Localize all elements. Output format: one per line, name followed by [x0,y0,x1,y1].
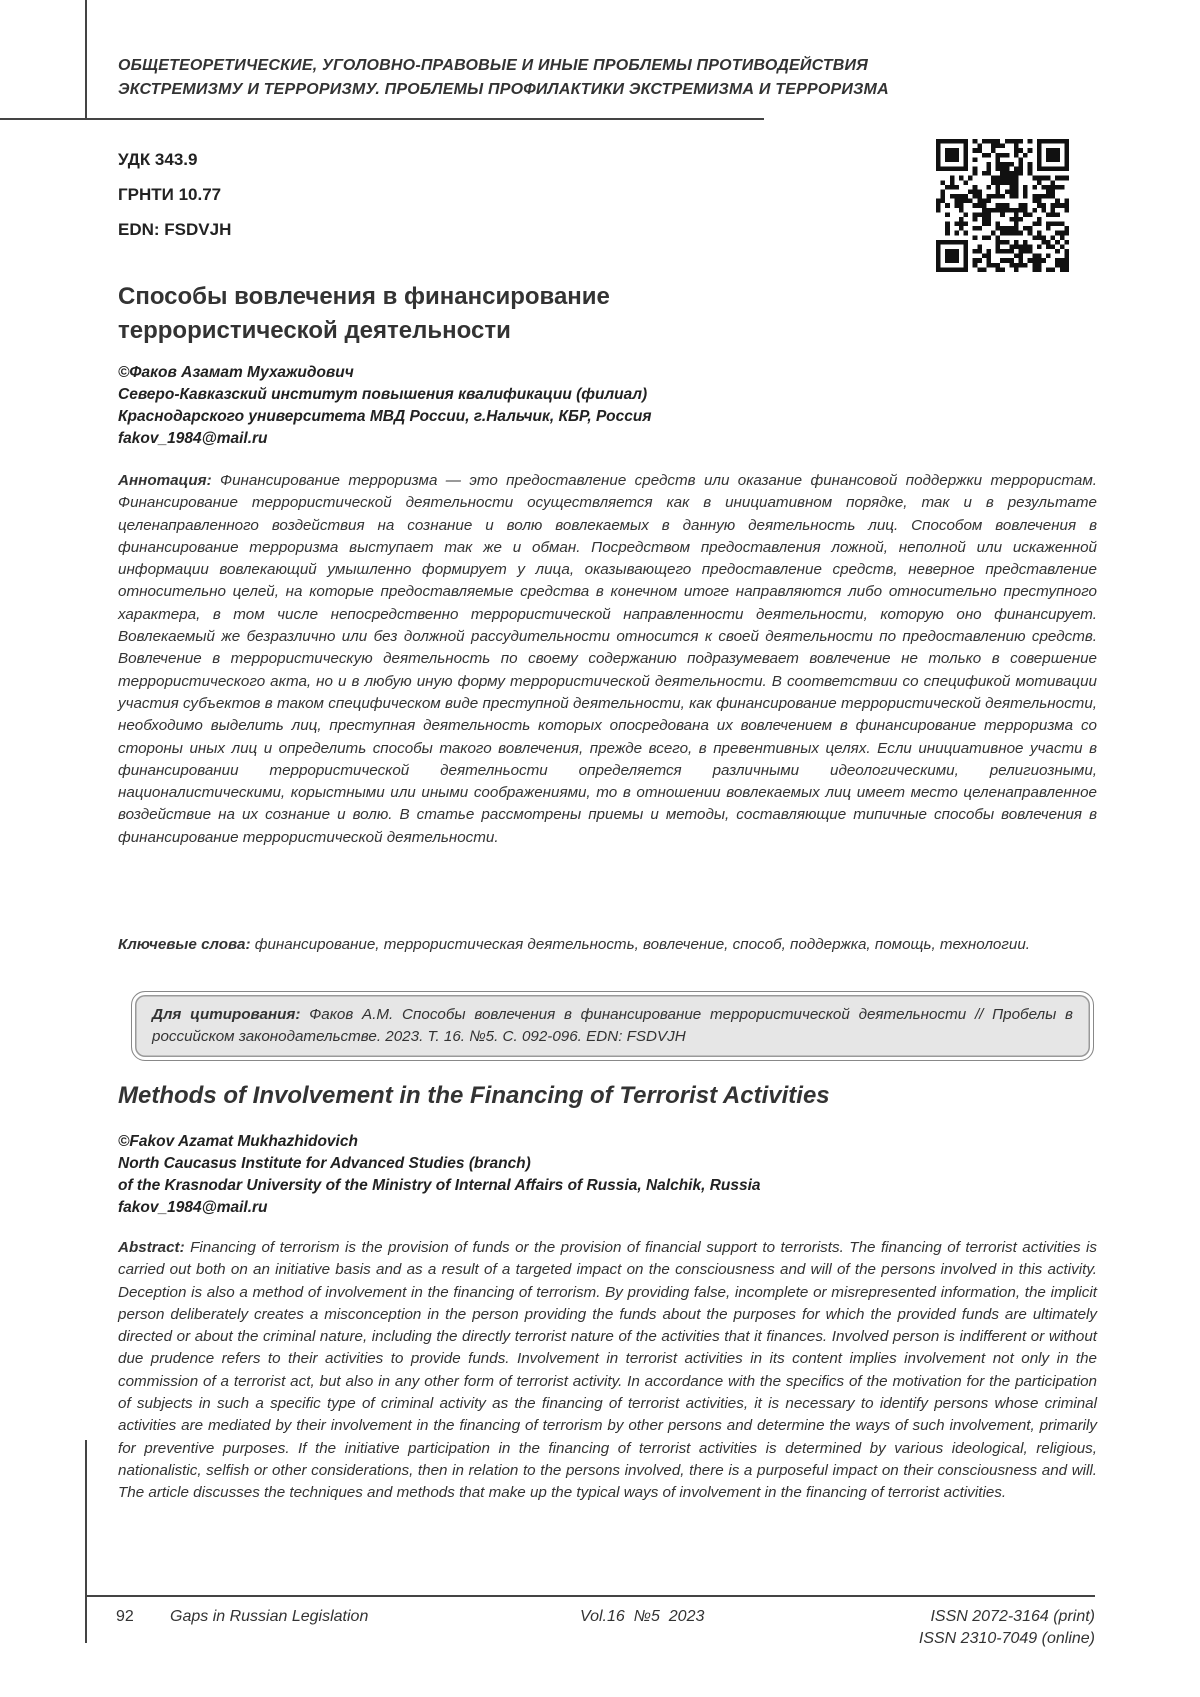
affiliation-ru-1: Северо-Кавказский институт повышения квалификации (филиал) [118,384,651,406]
grnti: ГРНТИ 10.77 [118,177,231,212]
udk: УДК 343.9 [118,142,231,177]
abstract-text: Financing of terrorism is the provision of funds or the provision of financial support to terrorists. The financing of terrorist activities is carried out both on an initiative basis and as a result of a targeted impact on the consciousness and will of the persons involved in this activity. Deception is also a method of involvement in the financing of terrorism. By providing false, incomplete or misrepresented information, the implicit person deliberately creates a misconception in the person providing the funds about the purposes for which the provided funds are ultimately directed or about the criminal nature, including the directly terrorist nature of the activities that it finances. Involved person is indifferent or without due prudence refers to their activities to provide funds. Involvement in terrorist activities in its content implies involvement not only in the commission of a terrorist act, but also in any other form of terrorist activity. In accordance with the specifics of the motivation for the participation of subjects in such a specific type of criminal activity as the financing of terrorist activities, it is necessary to identify persons whose criminal activities are mediated by their involvement in the financing of terrorism by other persons and determine the ways of such involvement, primarily for preventive purposes. If the initiative participation in the financing of terrorist activities is determined by various ideological, religious, nationalistic, selfish or other considerations, then in relation to the persons involved, there is a purposeful impact on their consciousness and will. The article discusses the techniques and methods that make up the typical ways of involvement in the financing of terrorist activities. [118,1239,1097,1501]
author-name-ru: ©Факов Азамат Мухажидович [118,362,651,384]
title-ru [118,280,818,348]
header-rule [0,118,764,120]
article-meta [118,142,231,247]
volume-issue: Vol.16 №5 2023 [580,1606,704,1628]
author-name-en: ©Fakov Azamat Mukhazhidovich [118,1131,761,1153]
keywords [118,934,1097,956]
section-heading-line2: ЭКСТРЕМИЗМУ И ТЕРРОРИЗМУ. ПРОБЛЕМЫ ПРОФИЛАКТИКИ ЭКСТРЕМИЗМА И ТЕРРОРИЗМА [118,78,1078,102]
qr-code [936,139,1069,272]
footer-rule [85,1595,1095,1597]
issn-print: ISSN 2072-3164 (print) [919,1606,1095,1628]
abstract [118,1237,1097,1505]
citation-text: Факов А.М. Способы вовлечения в финансирование террористической деятельности // Пробелы в российском законодательстве. 2023. Т. 16. №5. С. 092-096. EDN: FSDVJH [152,1006,1073,1045]
annotation [118,470,1097,849]
page-number: 92 [116,1606,134,1628]
issn-block [919,1606,1095,1650]
section-heading-line1: ОБЩЕТЕОРЕТИЧЕСКИЕ, УГОЛОВНО-ПРАВОВЫЕ И ИНЫЕ ПРОБЛЕМЫ ПРОТИВОДЕЙСТВИЯ [118,54,1078,78]
bottom-left-rule [85,1440,87,1643]
author-block-ru [118,362,651,450]
edn: EDN: FSDVJH [118,212,231,247]
annotation-text: Финансирование терроризма — это предоставление средств или оказание финансовой поддержки террористам. Финансирование террористической деятельности осуществляется как в инициативном порядке, так и в результате целенаправленного воздействия на сознание и волю вовлекаемых в данную деятельность лиц. Способом вовлечения в финансирование терроризма выступает так же и обман. Посредством предоставления ложной, неполной или искаженной информации вовлекающий умышленно формирует у лица, оказывающего предоставление средств, неверное представление относительно целей, на которые предоставляемые средства в конечном итоге направляются либо относительно преступного характера, в том числе непосредственно террористической направленности деятельности, которую оно финансирует. Вовлекаемый же безразлично или без должной рассудительности относится к своей деятельности по предоставлению средств. Вовлечение в террористическую деятельность по своему содержанию подразумевает вовлечение не только в совершение террористического акта, но и в любую иную форму террористической деятельности. В соответствии со спецификой мотивации участия субъектов в таком специфическом виде преступной деятельности, как финансирование террористической деятельности, необходимо выделить лиц, преступная деятельность которых опосредована их вовлечением в финансирование терроризма со стороны иных лиц и определить способы такого вовлечения, прежде всего, в превентивных целях. Если инициативное участи в финансировании террористической деятелньости определяется различными идеологическими, религиозными, националистическими, корыстными или иными соображениями, то в отношении вовлекаемых лиц имеет место целенаправленное воздействие на их сознание и волю. В статье рассмотрены приемы и методы, составляющие типичные способы вовлечения в финансирование террористической деятельности. [118,472,1097,846]
title-en: Methods of Involvement in the Financing of Terrorist Activities [118,1080,830,1112]
citation-label: Для цитирования: [152,1006,300,1023]
author-block-en [118,1131,761,1219]
annotation-label: Аннотация: [118,472,212,489]
affiliation-en-1: North Caucasus Institute for Advanced Studies (branch) [118,1153,761,1175]
keywords-text: финансирование, террористическая деятельность, вовлечение, способ, поддержка, помощь, технологии. [255,936,1030,953]
citation [152,1004,1073,1049]
title-ru-line2: террористической деятельности [118,314,818,348]
abstract-label: Abstract: [118,1239,185,1256]
top-left-rule [85,0,87,119]
keywords-label: Ключевые слова: [118,936,251,953]
author-email-en[interactable]: fakov_1984@mail.ru [118,1197,761,1219]
author-email-ru[interactable]: fakov_1984@mail.ru [118,428,651,450]
journal-name: Gaps in Russian Legislation [170,1606,368,1628]
affiliation-en-2: of the Krasnodar University of the Ministry of Internal Affairs of Russia, Nalchik, Russia [118,1175,761,1197]
affiliation-ru-2: Краснодарского университета МВД России, г.Нальчик, КБР, Россия [118,406,651,428]
citation-box [131,991,1094,1061]
title-ru-line1: Способы вовлечения в финансирование [118,280,818,314]
issn-online: ISSN 2310-7049 (online) [919,1628,1095,1650]
section-heading [118,54,1078,102]
